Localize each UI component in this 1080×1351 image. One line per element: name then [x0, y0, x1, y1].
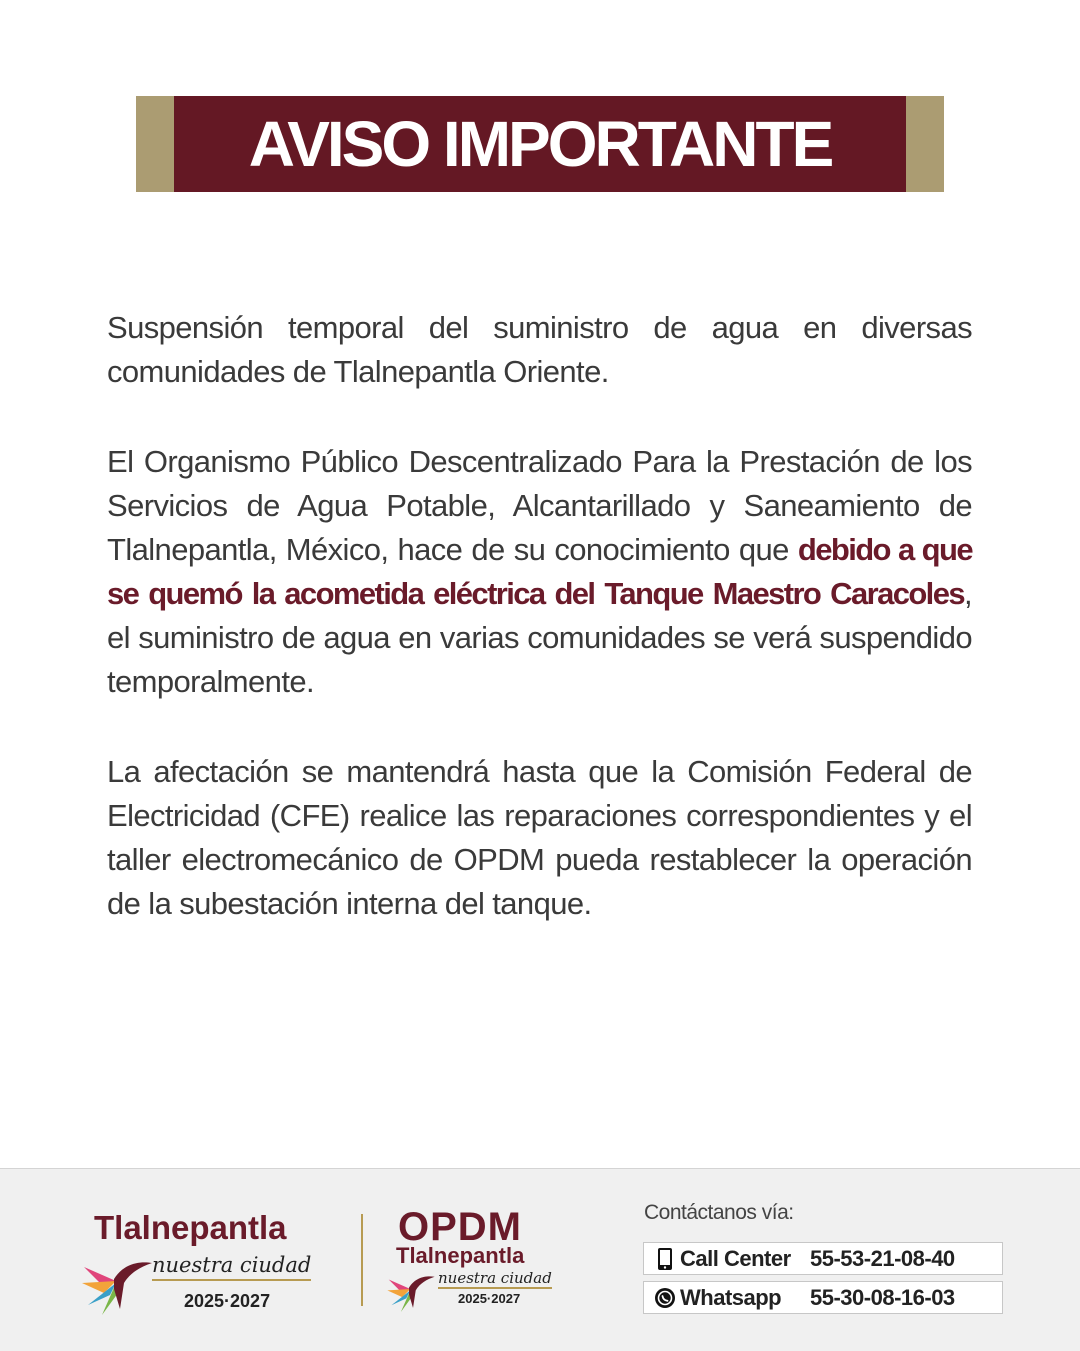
whatsapp-icon: [654, 1287, 676, 1309]
opdm-logo: [386, 1205, 576, 1325]
logo-divider: [361, 1214, 363, 1306]
contact-value: 55-30-08-16-03: [810, 1284, 955, 1310]
tlalnepantla-logo: [80, 1209, 340, 1329]
contact-title: Contáctanos vía:: [644, 1201, 794, 1224]
contact-call-center[interactable]: [643, 1242, 1003, 1275]
banner-title: AVISO IMPORTANTE: [248, 108, 832, 180]
logo-municipio-years: 2025·2027: [184, 1291, 271, 1311]
notice-paragraph-2: [107, 440, 972, 704]
logo-municipio-name: Tlalnepantla: [94, 1209, 287, 1246]
hummingbird-icon: [80, 1249, 154, 1319]
banner-inner: [174, 96, 906, 192]
logo-opdm-name: OPDM: [398, 1205, 522, 1249]
notice-paragraph-3: La afectación se mantendrá hasta que la Comisión Federal de Electricidad (CFE) realice las reparaciones correspondientes y el taller electromecánico de OPDM pueda restablecer la operación de la subestación interna del tanque.: [107, 754, 972, 921]
contact-value: 55-53-21-08-40: [810, 1245, 955, 1271]
paragraph-2-highlight: debido a que se quemó la acometida eléctrica del Tanque Maestro Caracoles: [107, 532, 972, 611]
contact-label: Call Center: [680, 1245, 791, 1271]
contact-label: Whatsapp: [680, 1284, 782, 1310]
logo-opdm-tagline: nuestra ciudad: [438, 1269, 552, 1287]
notice-paragraph-1: Suspensión temporal del suministro de agua en diversas comunidades de Tlalnepantla Oriente.: [107, 310, 972, 389]
phone-icon: [654, 1248, 676, 1270]
paragraph-2-start: El Organismo Público Descentralizado Para la Prestación de los Servicios de Agua Potable, Alcantarillado y Saneamiento de Tlalnepantla, México, hace de su conocimiento que: [107, 444, 972, 567]
paragraph-2-end: , el suministro de agua en varias comunidades se verá suspendido temporalmente.: [107, 576, 972, 699]
footer: [0, 1168, 1080, 1351]
hummingbird-small-icon: [386, 1267, 436, 1315]
logo-opdm-years: 2025·2027: [458, 1291, 521, 1306]
notice-banner: [136, 96, 944, 192]
logo-municipio-tagline: nuestra ciudad: [152, 1253, 311, 1281]
logo-opdm-city: Tlalnepantla: [396, 1243, 525, 1268]
contact-whatsapp[interactable]: [643, 1281, 1003, 1314]
